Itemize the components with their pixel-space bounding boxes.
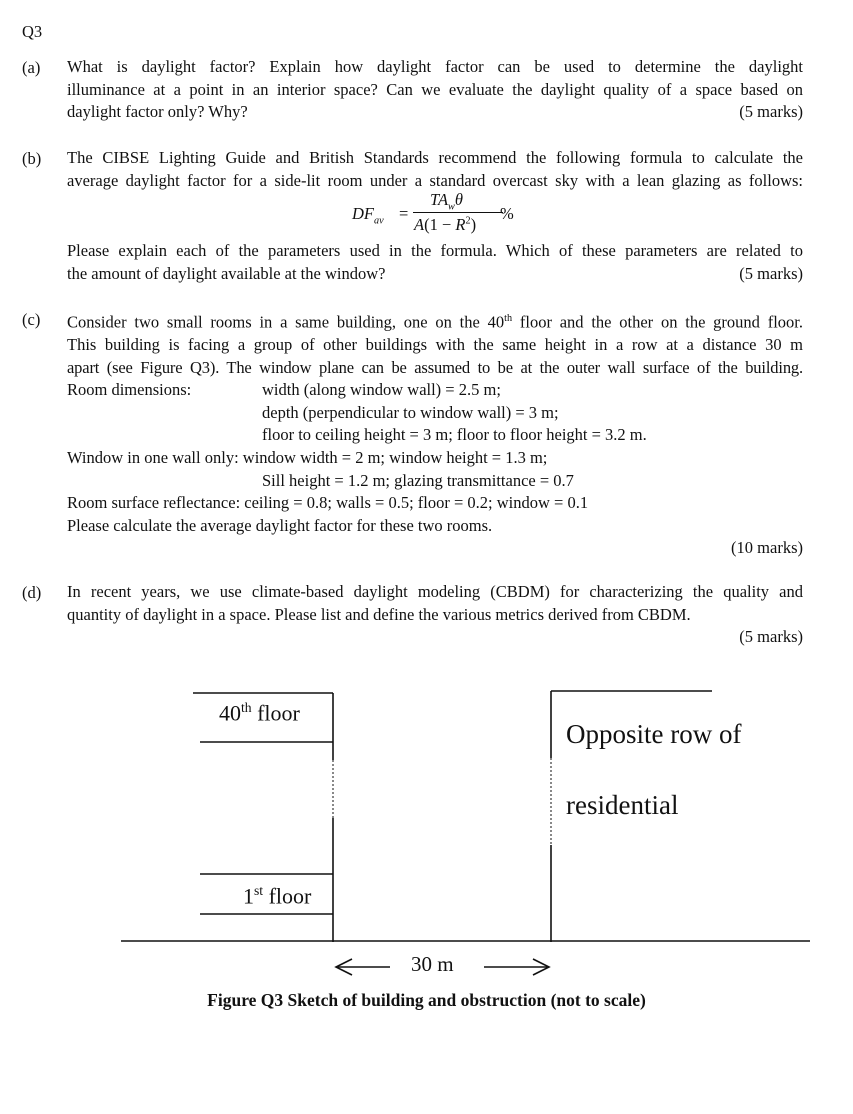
part-b-marks: (5 marks) xyxy=(739,263,803,283)
part-d-label: (d) xyxy=(22,583,42,602)
part-a-line-3: daylight factor only? Why? (5 marks) xyxy=(67,101,803,124)
part-a-line-1: What is daylight factor? Explain how daylight factor can be used to determine the daylight xyxy=(67,57,803,76)
room-dimensions-row-3: floor to ceiling height = 3 m; floor to floor height = 3.2 m. xyxy=(262,425,647,445)
residential-label: residential xyxy=(566,790,679,820)
part-d-marks: (5 marks) xyxy=(739,627,803,647)
part-b-line-3: Please explain each of the parameters used in the formula. Which of these parameters are related to xyxy=(67,241,803,260)
window-row-1: Window in one wall only: window width = 2 m; window height = 1.3 m; xyxy=(67,448,548,468)
window-label: Window in one wall only: xyxy=(67,448,243,468)
part-c-marks: (10 marks) xyxy=(731,538,803,558)
part-b-line-1: The CIBSE Lighting Guide and British Standards recommend the following formula to calculate the xyxy=(67,148,803,167)
floor-1-label: 1st floor xyxy=(243,883,312,909)
distance-label: 30 m xyxy=(411,952,454,976)
room-dimensions-row-2: depth (perpendicular to window wall) = 3 m; xyxy=(262,402,559,422)
formula-denominator: $A(1 - R^2)$ xyxy=(414,215,477,234)
part-c-line-3: apart (see Figure Q3). The window plane can be assumed to be at the outer wall surface of the building. xyxy=(67,357,803,377)
part-a-label: (a) xyxy=(22,58,41,77)
room-dimensions-row-1: Room dimensions: width (along window wall) = 2.5 m; xyxy=(67,379,803,402)
figure-caption: Figure Q3 Sketch of building and obstruction (not to scale) xyxy=(207,990,646,1010)
part-b-label: (b) xyxy=(22,149,42,168)
part-b-line-2: average daylight factor for a side-lit room under a standard overcast sky with a lean glazing as follows: xyxy=(67,170,803,190)
formula-equals: = xyxy=(399,204,409,223)
part-a-marks: (5 marks) xyxy=(739,102,803,122)
question-number: Q3 xyxy=(22,22,43,41)
reflectance-row: Room surface reflectance: ceiling = 0.8; walls = 0.5; floor = 0.2; window = 0.1 xyxy=(67,493,589,513)
part-b-line-4: the amount of daylight available at the window? (5 marks) xyxy=(67,263,803,286)
part-a-line-2: illuminance at a point in an interior space? Can we evaluate the daylight quality of a space based on xyxy=(67,79,803,99)
window-row-2: Sill height = 1.2 m; glazing transmittance = 0.7 xyxy=(262,470,574,490)
part-c-line-1: Consider two small rooms in a same building, one on the 40th floor and the other on the ground floor. xyxy=(67,312,803,332)
part-d-line-1: In recent years, we use climate-based daylight modeling (CBDM) for characterizing the quality and xyxy=(67,582,803,601)
formula-unit: % xyxy=(500,204,514,223)
part-c-label: (c) xyxy=(22,310,41,329)
opposite-row-label: Opposite row of xyxy=(566,719,742,749)
room-dimensions-label: Room dimensions: xyxy=(67,380,192,400)
part-c-line-2: This building is facing a group of other buildings with the same height in a row at a distance 30 m xyxy=(67,335,803,355)
part-c-instruction: Please calculate the average daylight factor for these two rooms. xyxy=(67,515,493,535)
formula-lhs: $DF_{av}$ xyxy=(352,204,384,227)
floor-40-label: 40th floor xyxy=(219,700,300,726)
formula-numerator: $TA_w\theta$ xyxy=(430,190,463,213)
part-d-line-2: quantity of daylight in a space. Please list and define the various metrics derived from CBDM. xyxy=(67,604,691,624)
